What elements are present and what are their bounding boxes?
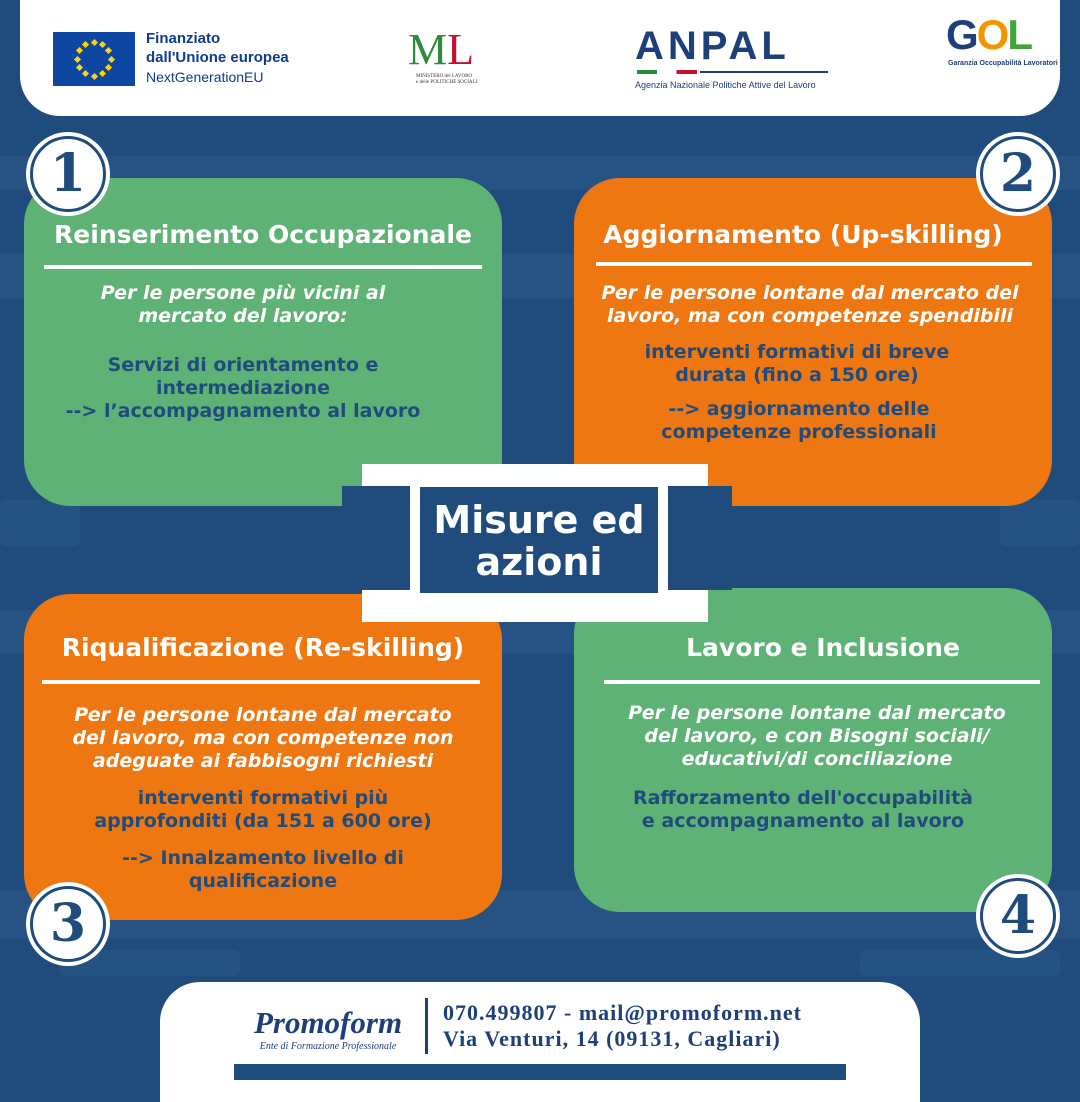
background-brick xyxy=(1000,500,1080,546)
eu-line-3: NextGenerationEU xyxy=(146,69,264,85)
eu-star-icon xyxy=(105,47,112,54)
background-brick xyxy=(0,500,80,546)
eu-star-icon xyxy=(76,47,83,54)
anpal-wordmark: ANPAL xyxy=(635,24,790,68)
eu-star-icon xyxy=(90,72,97,79)
center-title-line-2: azioni xyxy=(475,540,603,584)
card-reinserimento xyxy=(24,178,502,506)
eu-star-icon xyxy=(90,38,97,45)
eu-star-icon xyxy=(82,70,89,77)
card-title: Lavoro e Inclusione xyxy=(686,633,960,662)
anpal-subtitle: Agenzia Nazionale Politiche Attive del Lavoro xyxy=(635,80,816,90)
eu-line-1: Finanziato xyxy=(146,30,221,47)
card-riqualificazione xyxy=(24,594,502,920)
card-body-text: Servizi di orientamento e intermediazione --> l’accompagnamento al lavoro xyxy=(65,354,421,422)
footer-divider xyxy=(425,998,428,1054)
contact-address: Via Venturi, 14 (09131, Cagliari) xyxy=(443,1026,781,1051)
eu-star-icon xyxy=(99,70,106,77)
center-title xyxy=(420,487,658,593)
card-body-text: interventi formativi di breve durata (fino a 150 ore) xyxy=(644,341,950,386)
eu-flag-icon xyxy=(53,32,135,86)
card-target-text: Per le persone lontane dal mercato del lavoro, ma con competenze spendibili xyxy=(601,282,1019,327)
number-badge-4: 4 xyxy=(980,878,1056,954)
card-title: Reinserimento Occupazionale xyxy=(54,220,472,249)
eu-star-icon xyxy=(82,41,89,48)
card-title: Riqualificazione (Re-skilling) xyxy=(61,633,465,662)
brand-subtitle: Ente di Formazione Professionale xyxy=(259,1041,397,1052)
card-divider xyxy=(44,265,482,269)
gol-logo xyxy=(942,10,1058,80)
number-badge-3: 3 xyxy=(30,886,106,962)
card-divider xyxy=(604,680,1040,684)
anpal-logo xyxy=(615,24,835,94)
card-outcome-text: --> aggiornamento delle competenze professionali xyxy=(661,398,937,443)
gol-subtitle: Garanzia Occupabilità Lavoratori xyxy=(948,60,1058,67)
contact-phone-email: 070.499807 - mail@promoform.net xyxy=(443,1000,803,1025)
eu-star-icon xyxy=(105,64,112,71)
ministry-monogram: ML xyxy=(408,25,475,74)
card-outcome-text: --> Innalzamento livello di qualificazione xyxy=(122,847,404,892)
eu-star-icon xyxy=(99,41,106,48)
card-divider xyxy=(42,680,480,684)
eu-funding-text xyxy=(146,29,289,87)
card-aggiornamento xyxy=(574,178,1052,506)
background-brick xyxy=(860,950,1060,976)
ministry-caption-line-2: e delle POLITICHE SOCIALI xyxy=(416,80,478,85)
ministry-caption xyxy=(416,74,506,86)
eu-line-2: dall'Unione europea xyxy=(146,49,289,66)
contact-info xyxy=(443,1000,802,1052)
card-body-text: interventi formativi più approfonditi (da 151 a 600 ore) xyxy=(94,787,432,832)
eu-star-icon xyxy=(107,55,114,62)
ministry-logo xyxy=(408,25,488,88)
anpal-underline xyxy=(700,71,828,73)
card-title: Aggiornamento (Up-skilling) xyxy=(603,220,1003,249)
center-wing-right-inner xyxy=(668,486,732,590)
eu-star-icon xyxy=(73,55,80,62)
card-target-text: Per le persone lontane dal mercato del lavoro, ma con competenze non adeguate ai fabbisogni richiesti xyxy=(72,704,454,772)
card-target-text: Per le persone più vicini al mercato del lavoro: xyxy=(100,282,386,327)
ministry-caption-line-1: MINISTERO del LAVORO xyxy=(416,74,473,79)
brand-name: Promoform xyxy=(253,1005,403,1040)
center-title-line-1: Misure ed xyxy=(433,498,645,542)
italian-flag-icon xyxy=(637,70,697,74)
eu-star-icon xyxy=(76,64,83,71)
card-divider xyxy=(596,262,1032,266)
promoform-logo xyxy=(248,1006,408,1054)
card-lavoro-inclusione xyxy=(574,588,1052,912)
card-body-text: Rafforzamento dell'occupabilità e accompagnamento al lavoro xyxy=(632,787,973,832)
card-target-text: Per le persone lontane dal mercato del lavoro, e con Bisogni sociali/ educativi/di conciliazione xyxy=(628,702,1006,770)
footer-bar xyxy=(234,1064,846,1080)
center-wing-left-inner xyxy=(342,486,410,590)
number-badge-1: 1 xyxy=(30,136,106,212)
gol-wordmark: GOL xyxy=(946,11,1031,58)
number-badge-2: 2 xyxy=(980,136,1056,212)
logo-header xyxy=(20,0,1060,116)
